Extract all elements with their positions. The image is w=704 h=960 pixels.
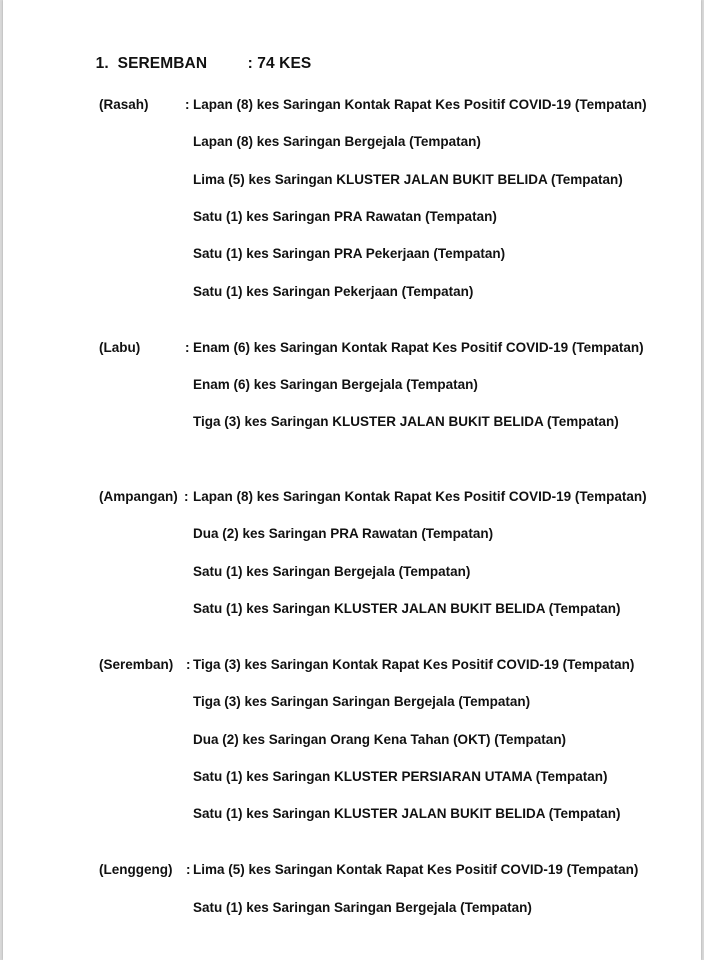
document-page	[3, 0, 701, 960]
case-line: Enam (6) kes Saringan Bergejala (Tempatan)	[193, 377, 478, 392]
case-line: Dua (2) kes Saringan PRA Rawatan (Tempatan)	[193, 526, 494, 541]
district-heading	[78, 37, 311, 91]
area-colon: :	[184, 489, 189, 504]
area-label-rasah: (Rasah)	[99, 97, 149, 112]
case-line: Lima (5) kes Saringan Kontak Rapat Kes Positif COVID-19 (Tempatan)	[193, 862, 639, 877]
area-label-lenggeng: (Lenggeng)	[99, 862, 173, 877]
heading-total: : 74 KES	[247, 55, 312, 72]
case-line: Lapan (8) kes Saringan Kontak Rapat Kes Positif COVID-19 (Tempatan)	[193, 489, 647, 504]
case-line: Satu (1) kes Saringan Bergejala (Tempatan)	[193, 564, 471, 579]
case-line: Lapan (8) kes Saringan Kontak Rapat Kes Positif COVID-19 (Tempatan)	[193, 97, 647, 112]
area-colon: :	[186, 657, 191, 672]
case-line: Satu (1) kes Saringan KLUSTER JALAN BUKIT BELIDA (Tempatan)	[193, 806, 621, 821]
case-line: Satu (1) kes Saringan PRA Rawatan (Tempatan)	[193, 209, 497, 224]
area-colon: :	[185, 97, 190, 112]
heading-number: 1.	[95, 55, 109, 72]
case-line: Satu (1) kes Saringan Saringan Bergejala (Tempatan)	[193, 900, 532, 915]
case-line: Lima (5) kes Saringan KLUSTER JALAN BUKIT BELIDA (Tempatan)	[193, 172, 623, 187]
case-line: Satu (1) kes Saringan KLUSTER PERSIARAN UTAMA (Tempatan)	[193, 769, 608, 784]
area-label-ampangan: (Ampangan)	[99, 489, 178, 504]
case-line: Tiga (3) kes Saringan KLUSTER JALAN BUKIT BELIDA (Tempatan)	[193, 414, 619, 429]
area-label-seremban: (Seremban)	[99, 657, 174, 672]
case-line: Satu (1) kes Saringan Pekerjaan (Tempatan)	[193, 284, 474, 299]
case-line: Lapan (8) kes Saringan Bergejala (Tempatan)	[193, 134, 481, 149]
case-line: Tiga (3) kes Saringan Saringan Bergejala (Tempatan)	[193, 694, 531, 709]
area-label-labu: (Labu)	[99, 340, 141, 355]
case-line: Dua (2) kes Saringan Orang Kena Tahan (OKT) (Tempatan)	[193, 732, 567, 747]
area-colon: :	[185, 340, 190, 355]
case-line: Satu (1) kes Saringan PRA Pekerjaan (Tempatan)	[193, 246, 506, 261]
case-line: Satu (1) kes Saringan KLUSTER JALAN BUKIT BELIDA (Tempatan)	[193, 601, 621, 616]
case-line: Tiga (3) kes Saringan Kontak Rapat Kes Positif COVID-19 (Tempatan)	[193, 657, 635, 672]
heading-town: SEREMBAN	[117, 55, 208, 72]
area-colon: :	[186, 862, 191, 877]
case-line: Enam (6) kes Saringan Kontak Rapat Kes Positif COVID-19 (Tempatan)	[193, 340, 644, 355]
